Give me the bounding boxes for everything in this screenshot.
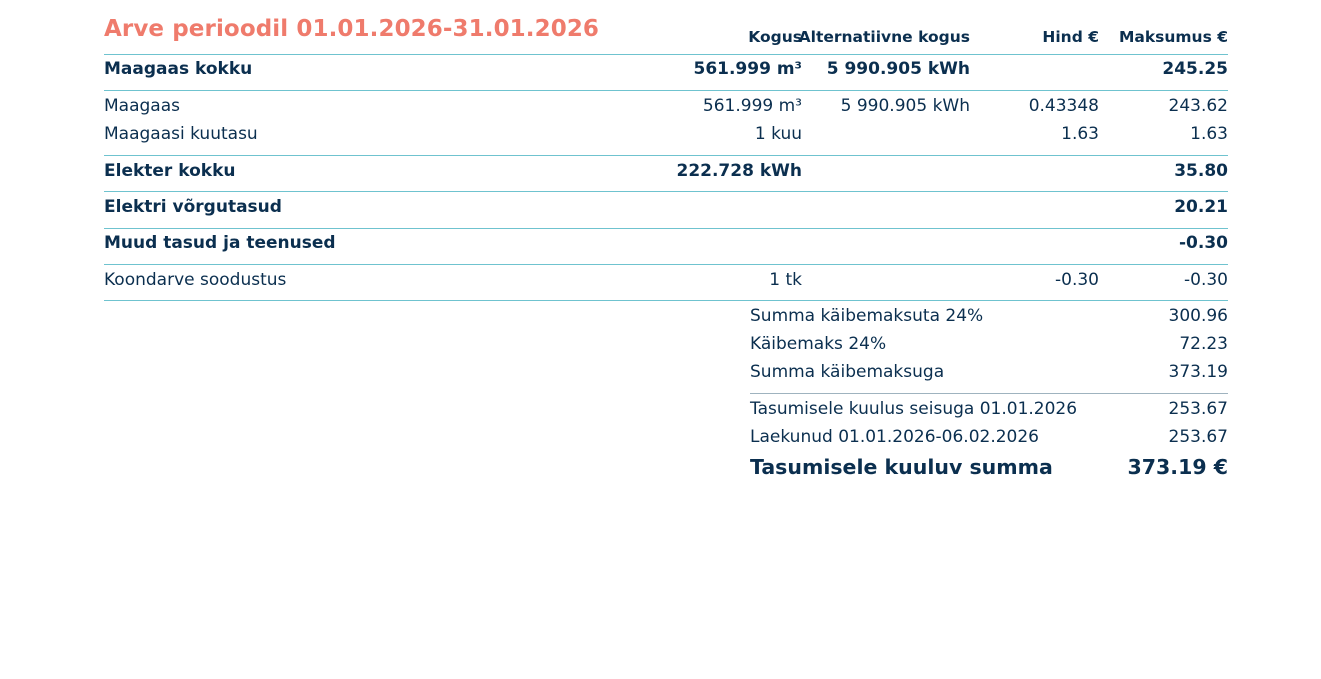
row-cost: 245.25 — [1162, 59, 1228, 79]
summary-row-total-due — [750, 455, 1228, 481]
row-price: -0.30 — [1055, 270, 1099, 290]
divider — [104, 264, 1228, 265]
summary-value: 373.19 — [1168, 362, 1228, 382]
summary-label: Tasumisele kuulus seisuga 01.01.2026 — [750, 399, 1078, 419]
row-label: Elekter kokku — [104, 161, 236, 181]
summary-row-received — [750, 427, 1228, 453]
header-price: Hind € — [1042, 28, 1099, 46]
summary-row-with-vat — [750, 362, 1228, 388]
divider — [104, 54, 1228, 55]
summary-row-balance-due — [750, 399, 1228, 425]
invoice-title: Arve perioodil 01.01.2026-31.01.2026 — [104, 16, 600, 42]
row-label: Muud tasud ja teenused — [104, 233, 336, 253]
summary-value: 72.23 — [1179, 334, 1228, 354]
total-value: 373.19 € — [1127, 455, 1228, 479]
table-row-electricity-total — [104, 161, 1228, 187]
row-qty: 561.999 m³ — [702, 96, 802, 116]
row-alt-qty: 5 990.905 kWh — [840, 96, 970, 116]
summary-row-subtotal — [750, 306, 1228, 332]
table-row-gas-monthly-fee — [104, 124, 1228, 150]
table-row-gas — [104, 96, 1228, 122]
table-row-discount — [104, 270, 1228, 296]
row-alt-qty: 5 990.905 kWh — [826, 59, 970, 79]
row-cost: 35.80 — [1174, 161, 1228, 181]
divider — [104, 155, 1228, 156]
row-cost: 1.63 — [1190, 124, 1228, 144]
row-label: Maagaasi kuutasu — [104, 124, 258, 144]
header-cost: Maksumus € — [1118, 28, 1228, 46]
summary-value: 253.67 — [1168, 399, 1228, 419]
divider — [104, 228, 1228, 229]
row-qty: 1 tk — [769, 270, 802, 290]
table-row-gas-total — [104, 59, 1228, 85]
row-label: Koondarve soodustus — [104, 270, 287, 290]
summary-row-vat — [750, 334, 1228, 360]
row-cost: 243.62 — [1168, 96, 1228, 116]
divider — [104, 191, 1228, 192]
summary-divider — [750, 393, 1228, 394]
table-row-other-fees — [104, 233, 1228, 259]
row-price: 1.63 — [1061, 124, 1099, 144]
row-label: Maagaas — [104, 96, 180, 116]
summary-label: Summa käibemaksuga — [750, 362, 945, 382]
divider — [104, 90, 1228, 91]
header-qty: Kogus — [748, 28, 802, 46]
row-cost: 20.21 — [1174, 197, 1228, 217]
row-qty: 222.728 kWh — [676, 161, 802, 181]
row-qty: 1 kuu — [754, 124, 802, 144]
summary-value: 300.96 — [1168, 306, 1228, 326]
header-alt-qty: Alternatiivne kogus — [798, 28, 970, 46]
row-label: Elektri võrgutasud — [104, 197, 282, 217]
row-cost: -0.30 — [1184, 270, 1228, 290]
row-price: 0.43348 — [1028, 96, 1099, 116]
divider — [104, 300, 1228, 301]
row-qty: 561.999 m³ — [693, 59, 802, 79]
summary-label: Summa käibemaksuta 24% — [750, 306, 984, 326]
summary-label: Laekunud 01.01.2026-06.02.2026 — [750, 427, 1039, 447]
table-row-network-fees — [104, 197, 1228, 223]
row-cost: -0.30 — [1179, 233, 1228, 253]
total-label: Tasumisele kuuluv summa — [750, 455, 1053, 479]
summary-label: Käibemaks 24% — [750, 334, 887, 354]
row-label: Maagaas kokku — [104, 59, 253, 79]
summary-value: 253.67 — [1168, 427, 1228, 447]
